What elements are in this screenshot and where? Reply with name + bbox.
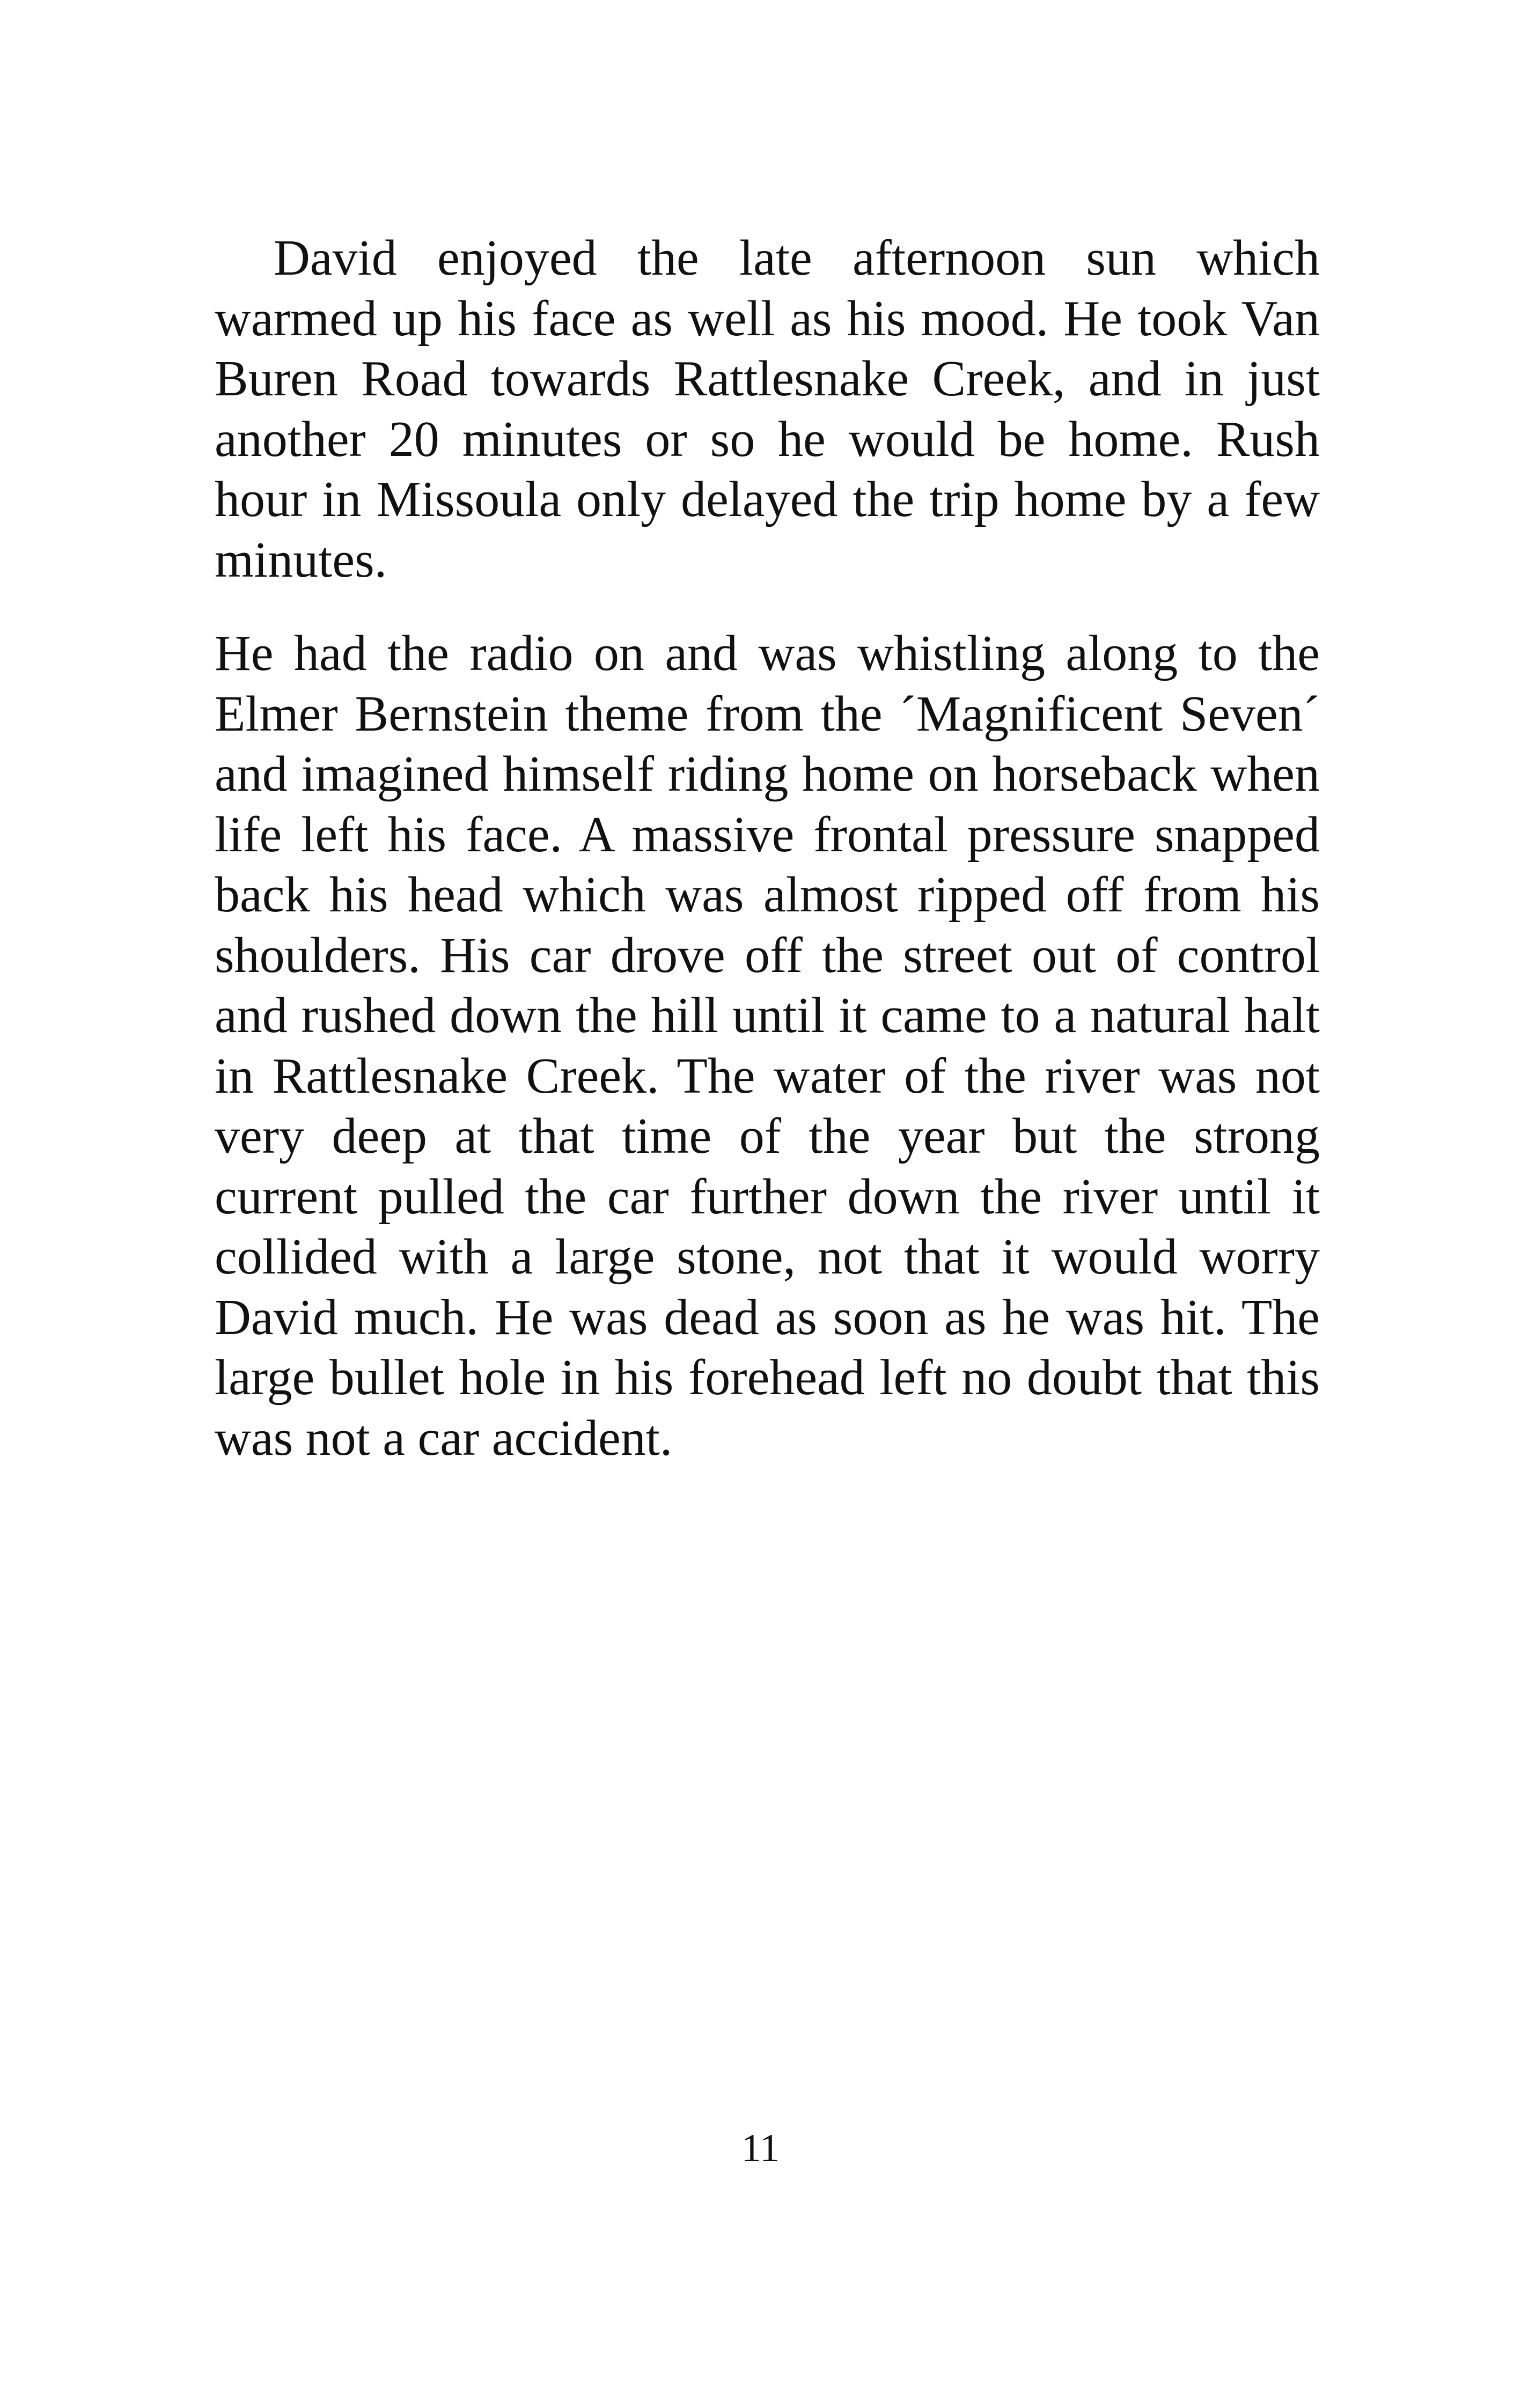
paragraph-1: David enjoyed the late afternoon sun which warmed up his face as well as his mood. He took Van Buren Road towards Rattlesnake Creek, and in just another 20 minutes or so he would be home. Rush hour in Missoula only delayed the trip home by a few minutes. <box>215 230 1320 588</box>
body-text <box>215 228 1320 1468</box>
page-number: 11 <box>741 2126 780 2170</box>
paragraph-2: He had the radio on and was whistling along to the Elmer Bernstein theme from the ´Magnificent Seven´ and imagined himself riding home on horseback when life left his face. A massive frontal pressure snapped back his head which was almost ripped off from his shoulders. His car drove off the street out of control and rushed down the hill until it came to a natural halt in Rattlesnake Creek. The water of the river was not very deep at that time of the year but the strong current pulled the car further down the river until it collided with a large stone, not that it would worry David much. He was dead as soon as he was hit. The large bullet hole in his forehead left no doubt that this was not a car accident. <box>215 625 1320 1466</box>
